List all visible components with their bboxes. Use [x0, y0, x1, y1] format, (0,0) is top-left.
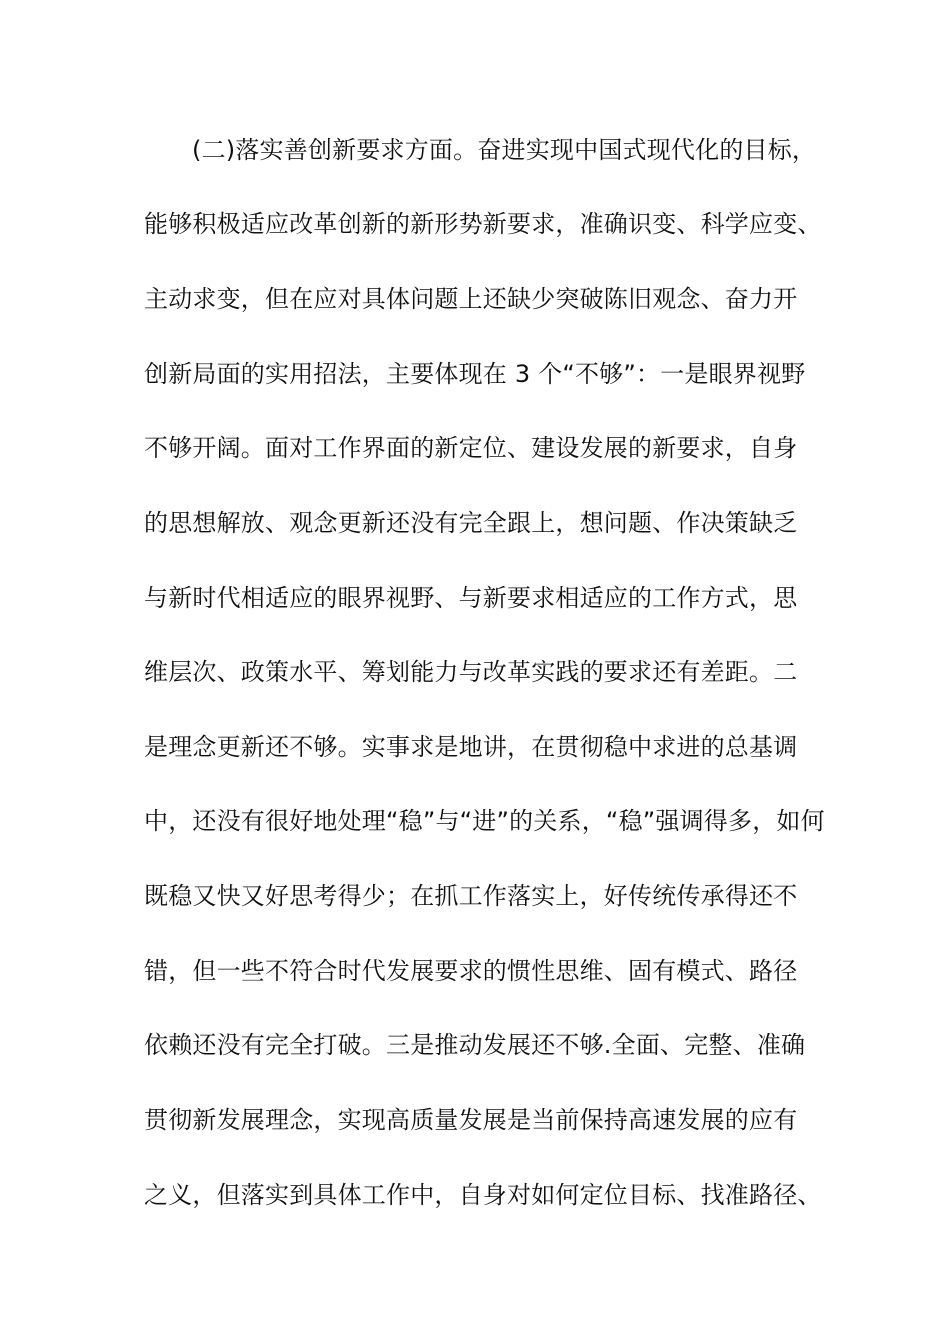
paragraph-line: 不够开阔。面对工作界面的新定位、建设发展的新要求，自身	[144, 434, 798, 462]
paragraph-line: 的思想解放、观念更新还没有完全跟上，想问题、作决策缺乏	[144, 509, 798, 537]
paragraph-line: 之义，但落实到具体工作中，自身对如何定位目标、找准路径、	[144, 1181, 822, 1209]
paragraph-line: 维层次、政策水平、筹划能力与改革实践的要求还有差距。二	[144, 658, 798, 686]
paragraph-line: 错，但一些不符合时代发展要求的惯性思维、固有模式、路径	[144, 957, 798, 985]
paragraph-line: 创新局面的实用招法，主要体现在 3 个“不够”：一是眼界视野	[144, 360, 806, 388]
paragraph-line: 中，还没有很好地处理“稳”与“进”的关系，“稳”强调得多，如何	[144, 807, 825, 835]
paragraph-line: 贯彻新发展理念，实现高质量发展是当前保持高速发展的应有	[144, 1106, 798, 1134]
paragraph-line: 与新时代相适应的眼界视野、与新要求相适应的工作方式，思	[144, 584, 798, 612]
paragraph-line: 是理念更新还不够。实事求是地讲，在贯彻稳中求进的总基调	[144, 733, 798, 761]
paragraph-line: 依赖还没有完全打破。三是推动发展还不够.全面、完整、准确	[144, 1031, 806, 1059]
paragraph-line: 主动求变，但在应对具体问题上还缺少突破陈旧观念、奋力开	[144, 285, 798, 313]
paragraph-line: 既稳又快又好思考得少；在抓工作落实上，好传统传承得还不	[144, 882, 798, 910]
paragraph-line: (二)落实善创新要求方面。奋进实现中国式现代化的目标，	[192, 136, 817, 164]
paragraph-line: 能够积极适应改革创新的新形势新要求，准确识变、科学应变、	[144, 210, 822, 238]
